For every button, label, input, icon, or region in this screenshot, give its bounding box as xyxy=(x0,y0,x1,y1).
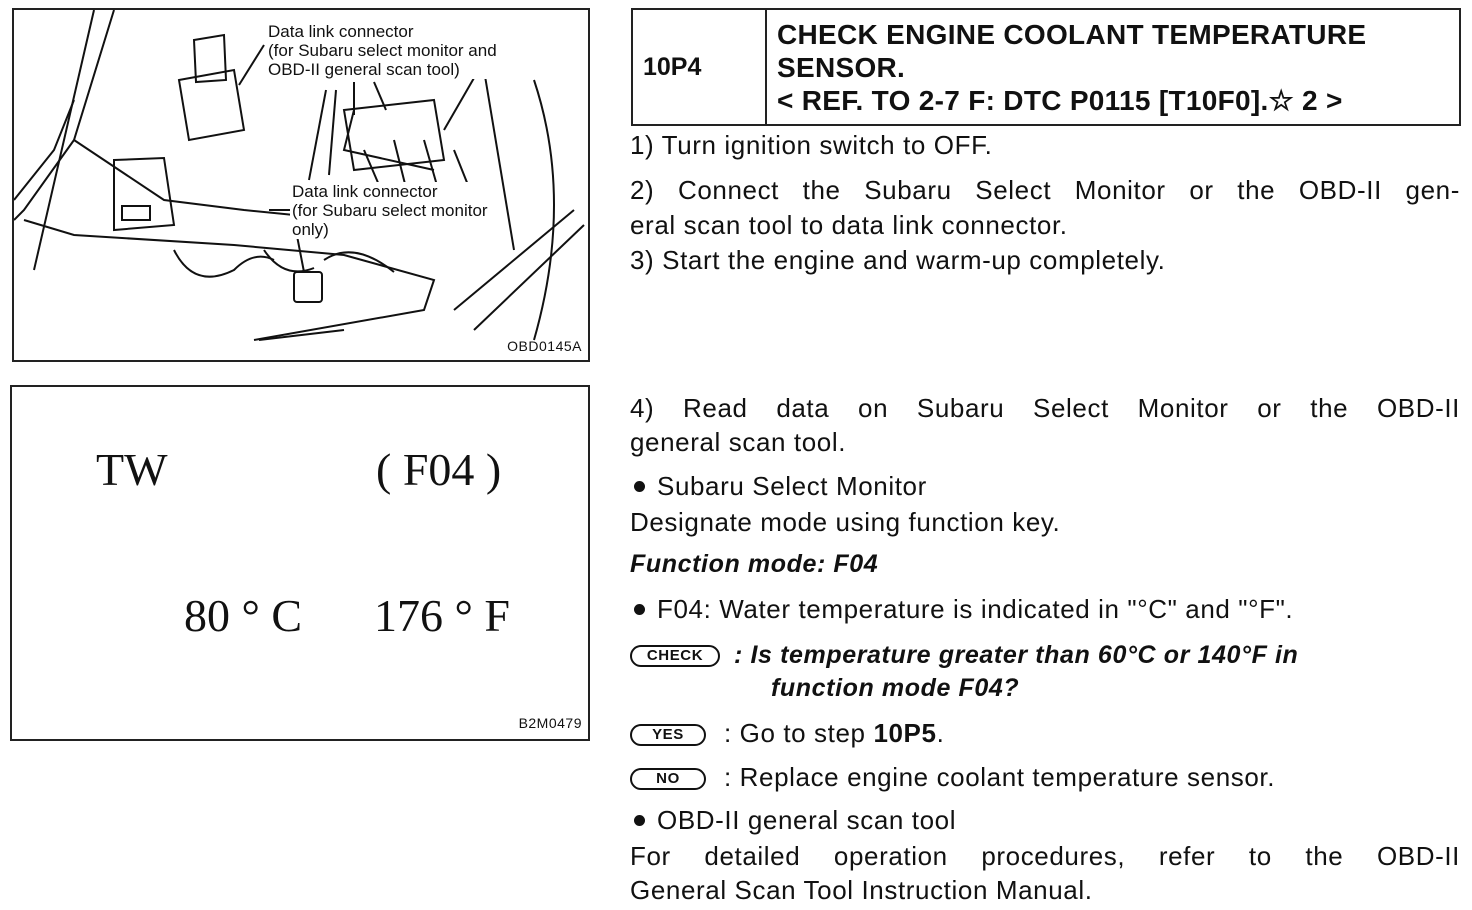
monitor-display-figure xyxy=(10,385,590,741)
ssm-heading: Subaru Select Monitor xyxy=(630,469,927,504)
callout-lower-connector: Data link connector (for Subaru select monitor only) xyxy=(292,182,488,239)
step-2-line-1: 2) Connect the Subaru Select Monitor or the OBD-II gen- xyxy=(630,175,1460,205)
no-icon: NO xyxy=(630,768,706,790)
display-temp-fahrenheit: 176 ° F xyxy=(374,590,510,641)
step-3: 3) Start the engine and warm-up completely. xyxy=(630,245,1166,275)
function-mode: Function mode: F04 xyxy=(630,550,879,578)
step-2-line-2: eral scan tool to data link connector. xyxy=(630,210,1068,240)
connector-location-figure xyxy=(12,8,590,362)
step-4-line-1: 4) Read data on Subaru Select Monitor or the OBD-II xyxy=(630,393,1460,423)
ssm-instruction: Designate mode using function key. xyxy=(630,507,1061,537)
obd-line-2: General Scan Tool Instruction Manual. xyxy=(630,875,1093,905)
figure-code: OBD0145A xyxy=(507,338,582,354)
check-row: CHECK : Is temperature greater than 60°C or 140°F in xyxy=(630,637,1298,673)
step-id: 10P4 xyxy=(633,10,767,124)
display-mode: ( F04 ) xyxy=(376,444,502,495)
bullet-icon xyxy=(634,815,645,826)
no-row: NO : Replace engine coolant temperature sensor. xyxy=(630,760,1275,795)
yes-icon: YES xyxy=(630,724,706,746)
bullet-icon xyxy=(634,604,645,615)
step-1: 1) Turn ignition switch to OFF. xyxy=(630,130,993,160)
display-temp-celsius: 80 ° C xyxy=(184,590,303,641)
obd-heading: OBD-II general scan tool xyxy=(630,803,956,838)
figure-code: B2M0479 xyxy=(518,715,582,731)
yes-row: YES : Go to step 10P5. xyxy=(630,716,944,751)
step-header xyxy=(631,8,1461,126)
step-reference: < REF. TO 2-7 F: DTC P0115 [T10F0].☆ 2 > xyxy=(777,85,1343,116)
callout-upper-connector: Data link connector (for Subaru select monitor and OBD-II general scan tool) xyxy=(268,22,497,79)
f04-description: F04: Water temperature is indicated in "°C" and "°F". xyxy=(630,592,1293,627)
display-label: TW xyxy=(96,444,168,495)
check-icon: CHECK xyxy=(630,645,720,667)
check-question-line-2: function mode F04? xyxy=(771,674,1020,702)
step-4-line-2: general scan tool. xyxy=(630,427,847,457)
bullet-icon xyxy=(634,481,645,492)
obd-line-1: For detailed operation procedures, refer to the OBD-II xyxy=(630,841,1460,871)
step-title: CHECK ENGINE COOLANT TEMPERATURE SENSOR. < REF. TO 2-7 F: DTC P0115 [T10F0].☆ 2 > xyxy=(767,10,1459,124)
